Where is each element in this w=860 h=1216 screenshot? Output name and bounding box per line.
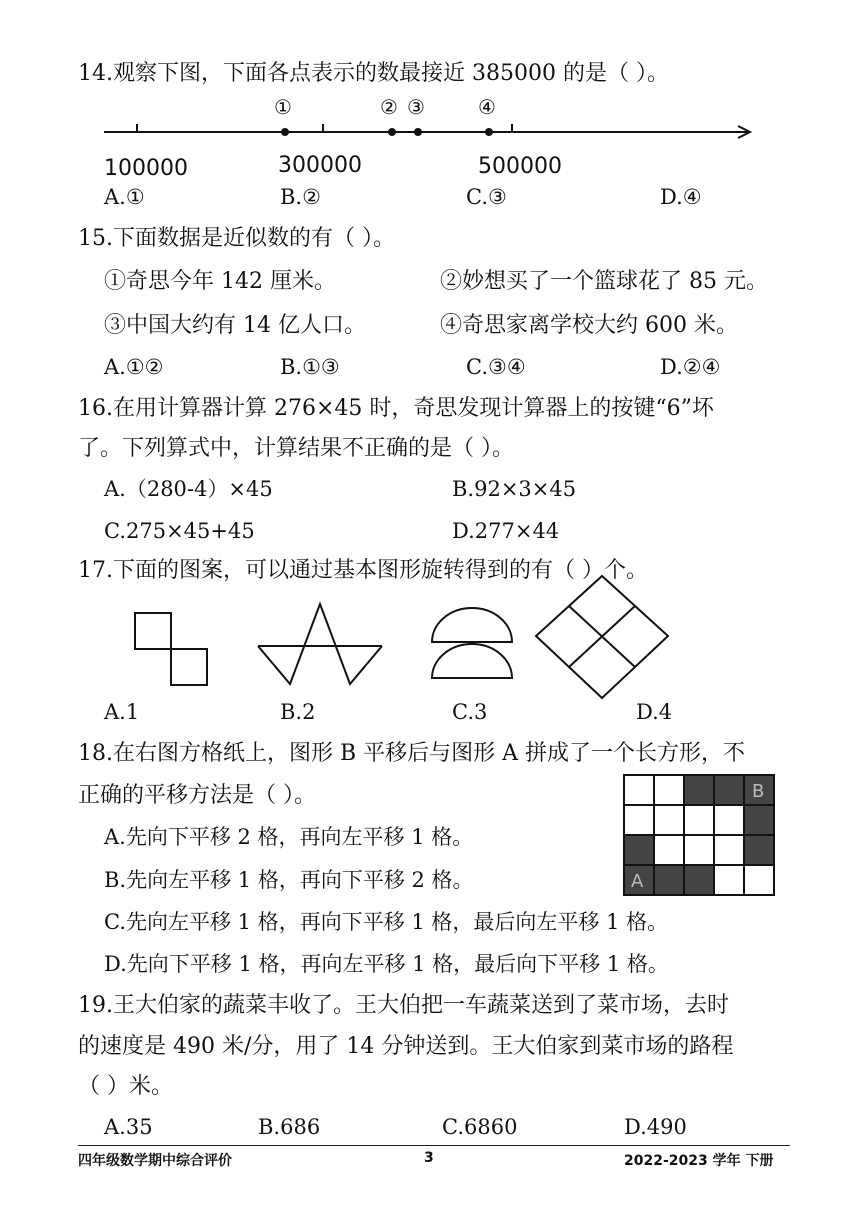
grid-label-a: A [631, 871, 644, 892]
q14-option-a[interactable]: A.① [104, 185, 145, 209]
tick-label-500000: 500000 [478, 154, 562, 179]
q19-option-c[interactable]: C.6860 [442, 1115, 518, 1139]
q14-option-c[interactable]: C.③ [466, 185, 507, 209]
q14-stem: 14.观察下图，下面各点表示的数最接近 385000 的是（ ）。 [78, 61, 669, 86]
q18-stem-line1: 18.在右图方格纸上，图形 B 平移后与图形 A 拼成了一个长方形，不 [78, 741, 746, 766]
figure-rotated-grid [532, 572, 672, 702]
q19-option-d[interactable]: D.490 [624, 1115, 687, 1139]
q17-stem: 17.下面的图案，可以通过基本图形旋转得到的有（ ）个。 [78, 558, 648, 583]
figure-two-semicircles [428, 606, 518, 686]
q15-option-b[interactable]: B.①③ [280, 355, 340, 379]
q19-stem-line1: 19.王大伯家的蔬菜丰收了。王大伯把一车蔬菜送到了菜市场，去时 [78, 993, 729, 1018]
tick-label-100000: 100000 [104, 156, 188, 181]
q18-option-d[interactable]: D.先向下平移 1 格，再向左平移 1 格，最后向下平移 1 格。 [104, 952, 669, 976]
q18-stem-line2: 正确的平移方法是（ ）。 [78, 783, 316, 808]
q17-option-b[interactable]: B.2 [280, 700, 316, 724]
q18-option-b[interactable]: B.先向左平移 1 格，再向下平移 2 格。 [104, 868, 474, 892]
footer-page-number: 3 [424, 1150, 434, 1166]
q19-option-a[interactable]: A.35 [104, 1115, 153, 1139]
figure-two-squares [134, 612, 214, 692]
footer-rule [78, 1145, 790, 1146]
q17-option-d[interactable]: D.4 [636, 700, 673, 724]
q16-option-c[interactable]: C.275×45+45 [104, 519, 255, 543]
q14-option-b[interactable]: B.② [280, 185, 321, 209]
figure-two-triangles [256, 600, 386, 690]
q18-option-a[interactable]: A.先向下平移 2 格，再向左平移 1 格。 [104, 825, 474, 849]
q15-item-3: ③中国大约有 14 亿人口。 [104, 313, 366, 338]
q16-option-d[interactable]: D.277×44 [452, 519, 560, 543]
q18-option-c[interactable]: C.先向左平移 1 格，再向下平移 1 格，最后向左平移 1 格。 [104, 910, 669, 934]
footer-title: 四年级数学期中综合评价 [78, 1153, 232, 1169]
q15-option-c[interactable]: C.③④ [466, 355, 526, 379]
q15-option-a[interactable]: A.①② [104, 355, 164, 379]
q14-option-d[interactable]: D.④ [660, 185, 702, 209]
q16-stem-line2: 了。下列算式中，计算结果不正确的是（ ）。 [78, 436, 514, 461]
grid-label-b: B [752, 781, 765, 802]
point-label-2: ② [380, 95, 398, 119]
point-label-1: ① [274, 95, 292, 119]
q19-option-b[interactable]: B.686 [258, 1115, 321, 1139]
q15-item-2: ②妙想买了一个篮球花了 85 元。 [440, 269, 768, 294]
q15-option-d[interactable]: D.②④ [660, 355, 721, 379]
footer-term: 2022-2023 学年 下册 [624, 1153, 774, 1169]
point-label-4: ④ [478, 95, 496, 119]
q19-stem-line2: 的速度是 490 米/分，用了 14 分钟送到。王大伯家到菜市场的路程 [78, 1034, 734, 1059]
q15-stem: 15.下面数据是近似数的有（ ）。 [78, 226, 395, 251]
q16-option-b[interactable]: B.92×3×45 [452, 477, 577, 501]
q16-stem-line1: 16.在用计算器计算 276×45 时，奇思发现计算器上的按键“6”坏 [78, 396, 714, 421]
tick-label-300000: 300000 [278, 153, 362, 178]
q17-option-c[interactable]: C.3 [452, 700, 488, 724]
q17-option-a[interactable]: A.1 [104, 700, 140, 724]
q15-item-4: ④奇思家离学校大约 600 米。 [440, 313, 738, 338]
q16-option-a[interactable]: A.（280-4）×45 [104, 477, 273, 501]
q19-stem-line3: （ ）米。 [78, 1074, 173, 1099]
q15-item-1: ①奇思今年 142 厘米。 [104, 269, 336, 294]
point-label-3: ③ [407, 95, 425, 119]
